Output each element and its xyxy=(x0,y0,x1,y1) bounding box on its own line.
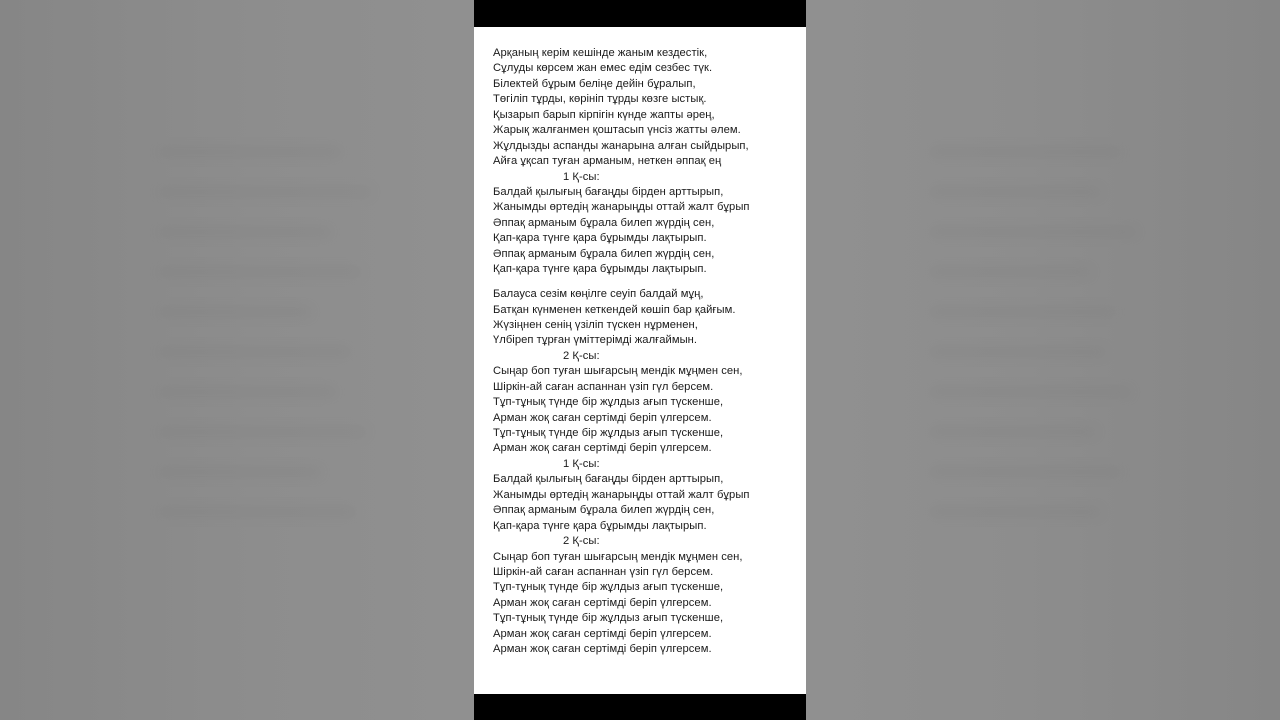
lyric-line: Әппақ арманым бұрала билеп жүрдің сен, xyxy=(493,247,715,260)
lyrics-text xyxy=(493,46,798,658)
lyric-line: Батқан күнменен кеткендей көшіп бар қайғым. xyxy=(493,303,736,316)
letterbox-top xyxy=(474,0,806,27)
lyric-line: Тұп-тұнық түнде бір жұлдыз ағып түскенше, xyxy=(493,427,724,439)
lyric-line: Шіркін-ай саған аспаннан үзіп гүл берсем. xyxy=(493,565,714,578)
lyric-line: Арман жоқ саған сертімді беріп үлгерсем. xyxy=(493,442,712,455)
lyric-line: Әппақ арманым бұрала билеп жүрдің сен, xyxy=(493,504,715,517)
lyric-line: Қап-қара түнге қара бұрымды лақтырып. xyxy=(493,263,707,276)
lyric-line: Арман жоқ саған сертімді беріп үлгерсем. xyxy=(493,411,712,424)
lyric-line: Балауса сезім көңілге сеуіп балдай мұң, xyxy=(493,288,704,301)
lyric-line: Жұлдызды аспанды жанарына алған сыйдырып, xyxy=(493,139,749,152)
lyric-line: Қызарып барып кірпігін күнде жапты әрең, xyxy=(493,108,715,121)
lyric-line: Арман жоқ саған сертімді беріп үлгерсем. xyxy=(493,643,712,656)
chorus-label: 2 Қ-сы: xyxy=(563,535,600,548)
lyric-line: Шіркін-ай саған аспаннан үзіп гүл берсем. xyxy=(493,380,714,393)
lyric-line: Білектей бұрым беліңе дейін бұралып, xyxy=(493,77,696,90)
lyric-line: Тұп-тұнық түнде бір жұлдыз ағып түскенше, xyxy=(493,396,724,409)
letterbox-bottom xyxy=(474,694,806,720)
lyric-line: Сыңар боп туған шығарсың мендік мұңмен сен, xyxy=(493,365,743,378)
lyric-line: Тұп-тұнық түнде бір жұлдыз ағып түскенше, xyxy=(493,612,724,625)
lyric-line: Қап-қара түнге қара бұрымды лақтырып. xyxy=(493,232,707,245)
chorus-label: 1 Қ-сы: xyxy=(563,457,600,470)
stanza-gap xyxy=(493,278,798,288)
lyric-line: Қап-қара түнге қара бұрымды лақтырып. xyxy=(493,519,707,532)
lyric-line: Жарық жалғанмен қоштасып үнсіз жатты әлем. xyxy=(493,124,741,137)
lyric-line: Тұп-тұнық түнде бір жұлдыз ағып түскенше, xyxy=(493,581,724,594)
lyric-line: Әппақ арманым бұрала билеп жүрдің сен, xyxy=(493,216,715,229)
lyric-line: Арман жоқ саған сертімді беріп үлгерсем. xyxy=(493,627,712,640)
lyric-line: Жүзіңнен сенің үзіліп түскен нұрменен, xyxy=(493,318,698,331)
lyric-line: Жанымды өртедің жанарыңды оттай жалт бұрып xyxy=(493,488,750,501)
chorus-label: 1 Қ-сы: xyxy=(563,170,600,183)
lyric-line: Арқаның керім кешінде жаным кездестік, xyxy=(493,47,708,59)
lyric-line: Балдай қылығың бағаңды бірден арттырып, xyxy=(493,473,724,486)
lyric-line: Балдай қылығың бағаңды бірден арттырып, xyxy=(493,185,724,198)
lyric-line: Арман жоқ саған сертімді беріп үлгерсем. xyxy=(493,596,712,609)
lyric-line: Төгіліп тұрды, көрініп тұрды көзге ыстық. xyxy=(493,93,707,106)
lyrics-sheet xyxy=(474,0,806,720)
lyric-line: Сыңар боп туған шығарсың мендік мұңмен сен, xyxy=(493,550,743,563)
lyric-line: Үлбіреп тұрған үміттерімді жалғаймын. xyxy=(493,334,698,347)
lyric-line: Айға ұқсап туған арманым, неткен әппақ ең xyxy=(493,155,722,168)
chorus-label: 2 Қ-сы: xyxy=(563,349,600,362)
lyric-line: Жанымды өртедің жанарыңды оттай жалт бұрып xyxy=(493,201,750,214)
lyric-line: Сұлуды көрсем жан емес едім сезбес түк. xyxy=(493,62,713,75)
